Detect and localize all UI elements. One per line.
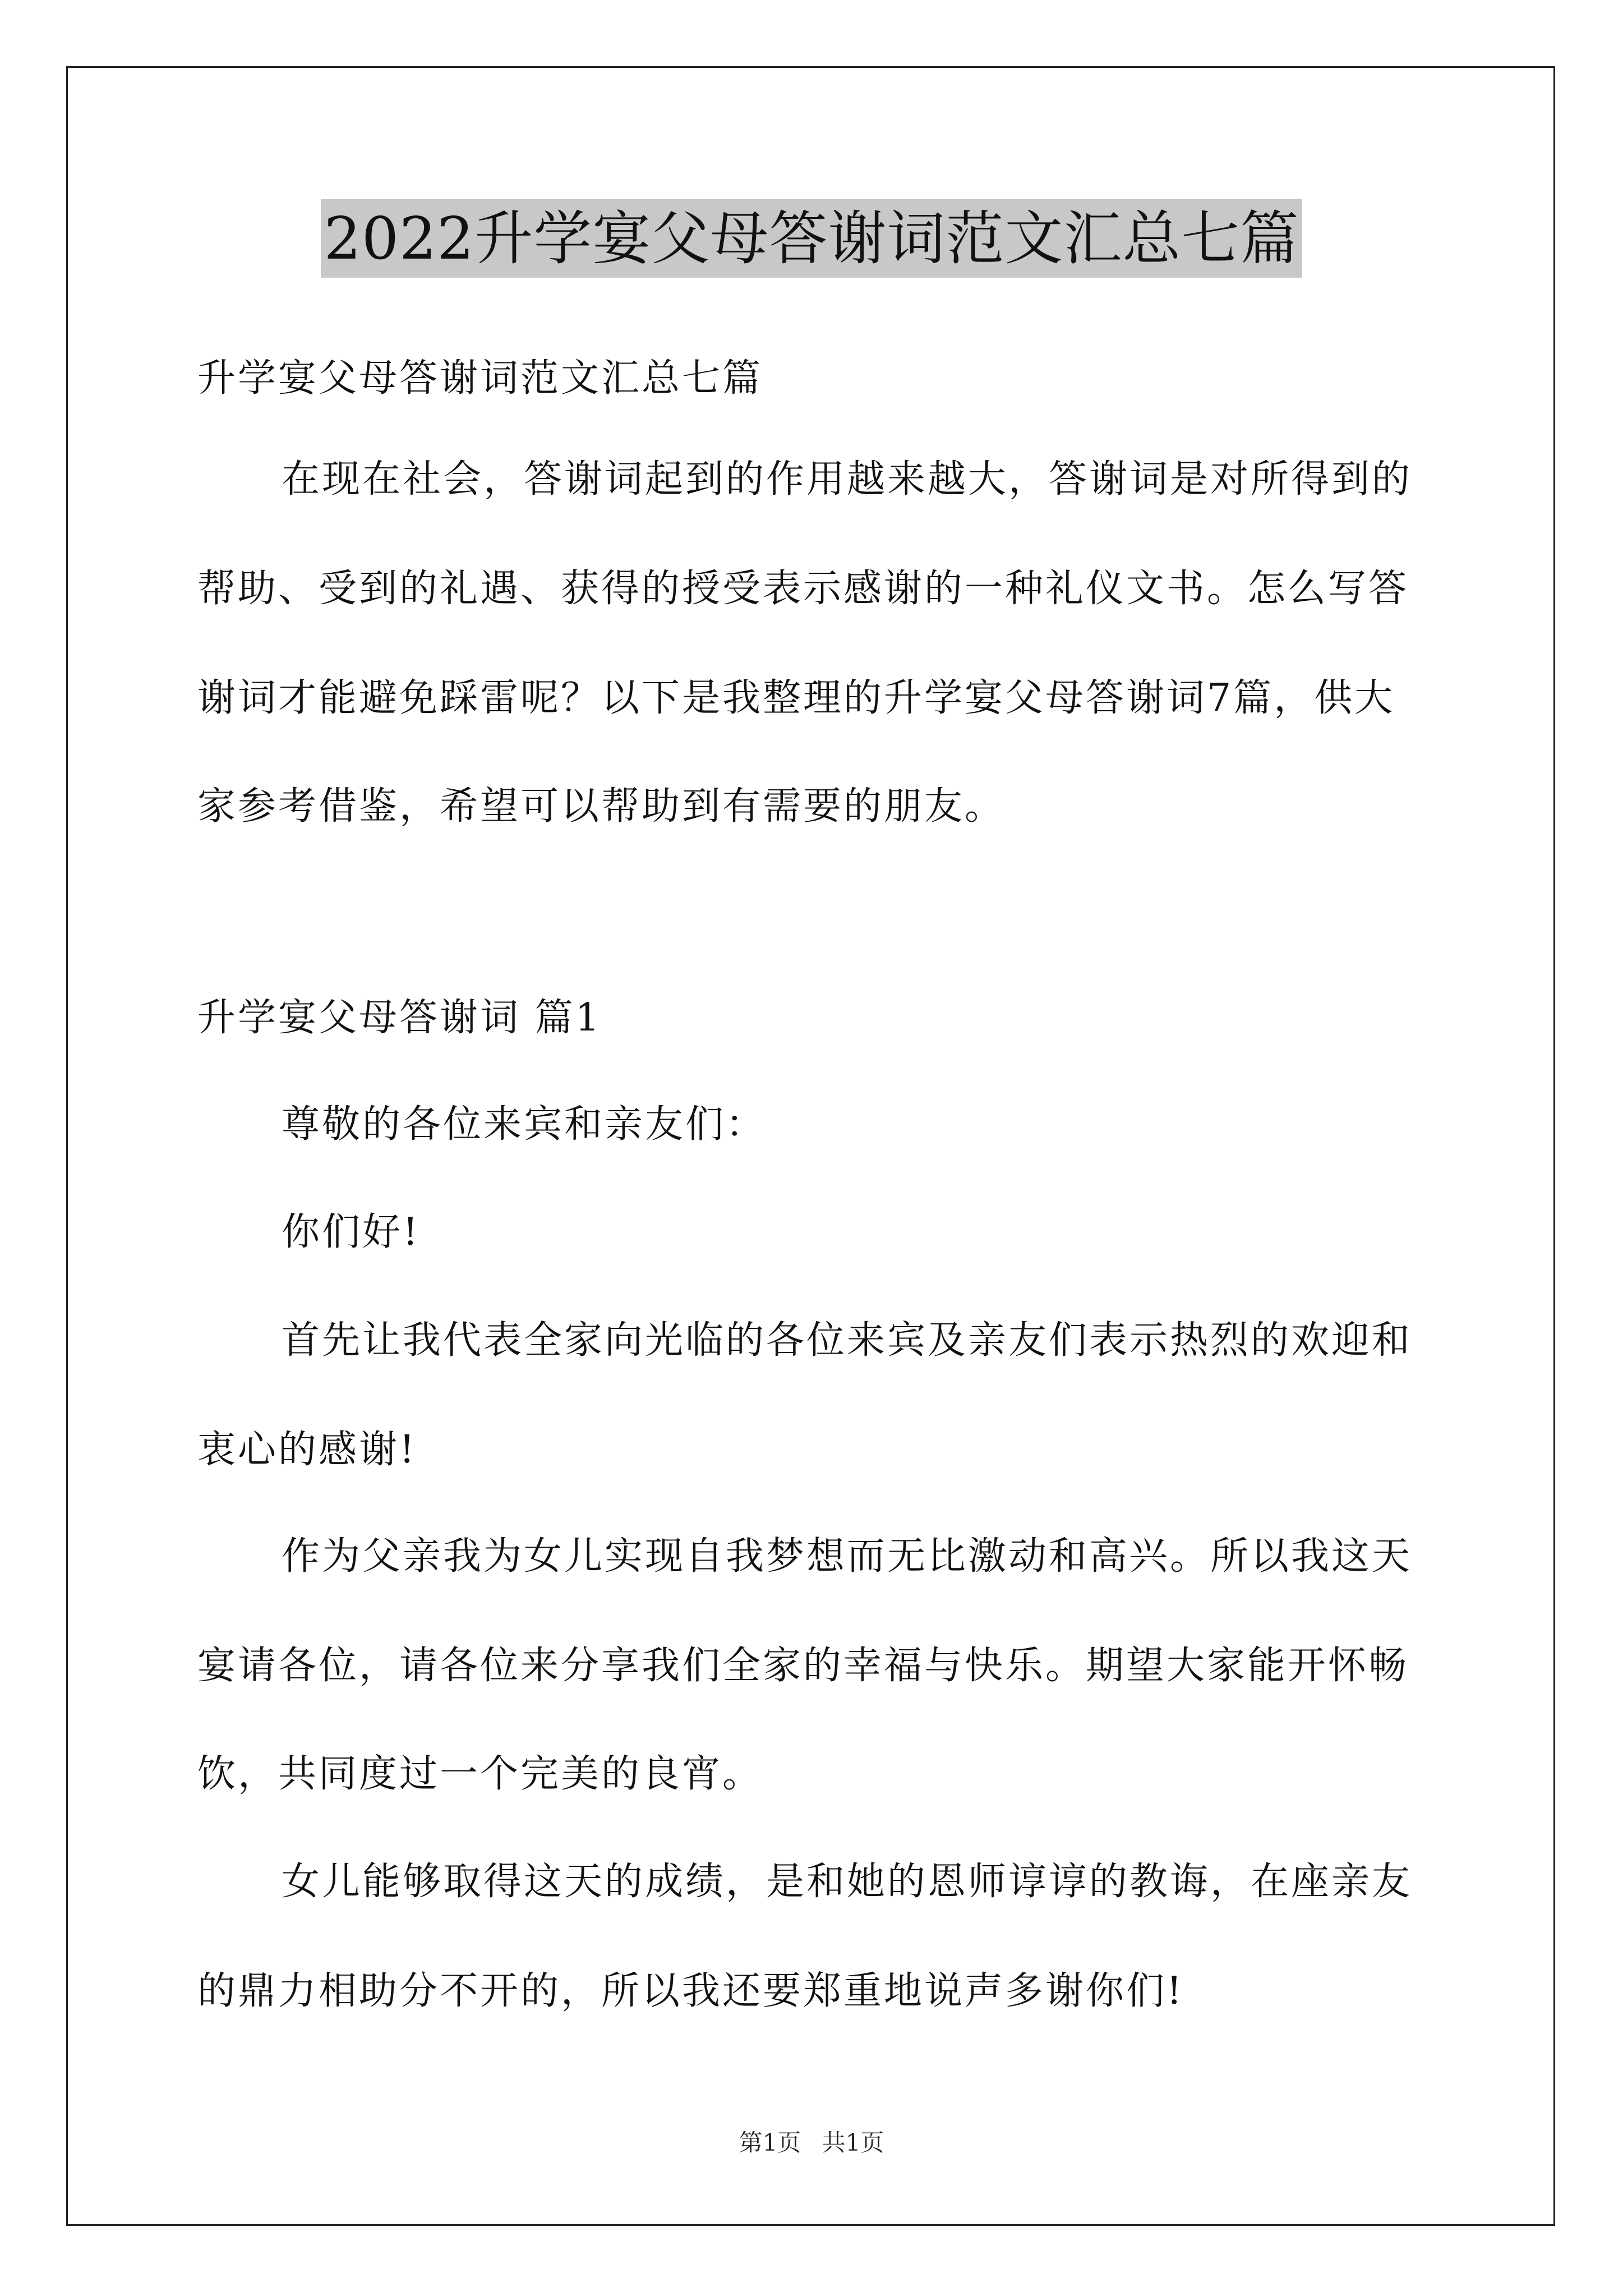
body-line-7: 饮，共同度过一个完美的良宵。 [197,1752,763,1796]
body-line-6: 宴请各位，请各位来分享我们全家的幸福与快乐。期望大家能开怀畅 [197,1644,1409,1688]
document-subtitle: 升学宴父母答谢词范文汇总七篇 [197,356,763,401]
body-line-4: 衷心的感谢! [197,1428,417,1472]
body-line-3: 首先让我代表全家向光临的各位来宾及亲友们表示热烈的欢迎和 [282,1318,1413,1363]
intro-line-3: 谢词才能避免踩雷呢？以下是我整理的升学宴父母答谢词7篇，供大 [197,676,1395,720]
body-line-1: 尊敬的各位来宾和亲友们： [282,1102,767,1147]
page-total: 共1页 [822,2129,884,2156]
document-title: 2022升学宴父母答谢词范文汇总七篇 [321,199,1303,278]
body-line-2: 你们好! [282,1210,421,1254]
title-container [0,199,1623,278]
body-line-8: 女儿能够取得这天的成绩，是和她的恩师谆谆的教诲，在座亲友 [282,1860,1413,1904]
body-line-5: 作为父亲我为女儿实现自我梦想而无比激动和高兴。所以我这天 [282,1534,1413,1579]
body-line-9: 的鼎力相助分不开的，所以我还要郑重地说声多谢你们! [197,1969,1184,2013]
page-footer [0,2126,1623,2160]
intro-line-2: 帮助、受到的礼遇、获得的授受表示感谢的一种礼仪文书。怎么写答 [197,567,1409,611]
page-number: 第1页 [739,2129,801,2156]
intro-line-4: 家参考借鉴，希望可以帮助到有需要的朋友。 [197,784,1006,829]
section-heading: 升学宴父母答谢词 篇1 [197,996,602,1040]
intro-line-1: 在现在社会，答谢词起到的作用越来越大，答谢词是对所得到的 [282,457,1413,501]
